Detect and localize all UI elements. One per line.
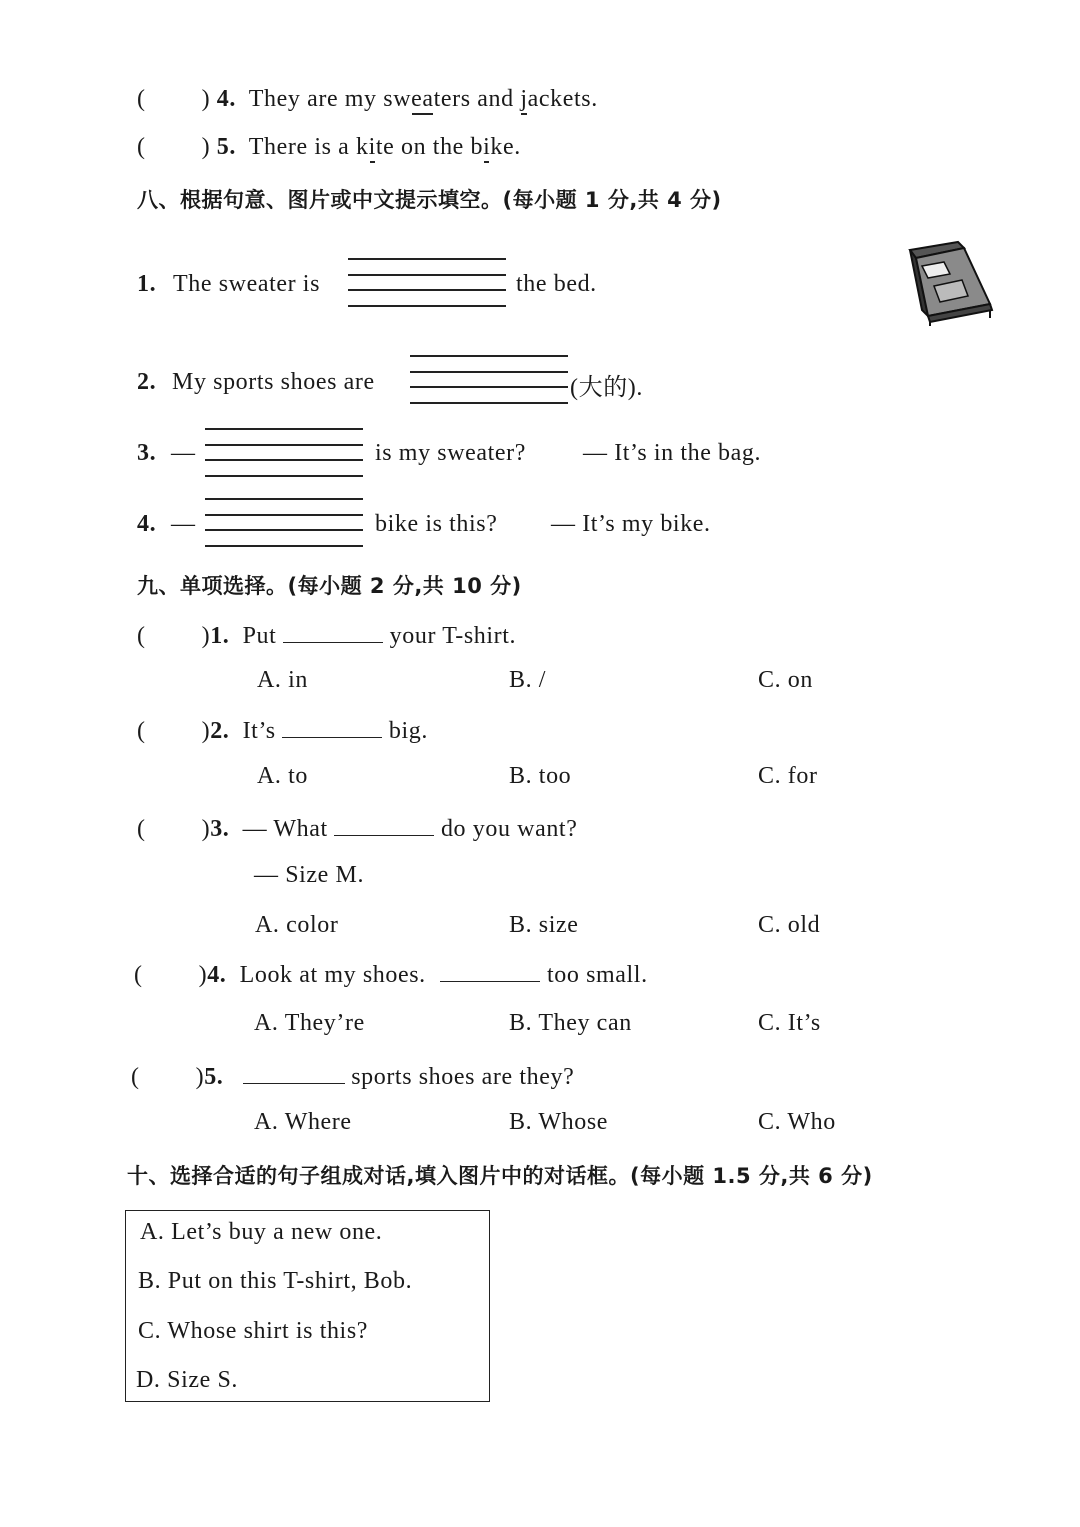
q-text-c: ackets. (527, 86, 598, 112)
q-text-post: your T-shirt. (389, 623, 517, 649)
underlined-letters: j (520, 86, 528, 112)
option-c[interactable]: C. for (758, 763, 818, 789)
underlined-letters: ea (411, 86, 434, 112)
sentence-option-d: D. Size S. (136, 1367, 238, 1393)
s8-q4-text: bike is this? (375, 511, 498, 537)
blank-line[interactable] (334, 813, 434, 836)
paren-close: ) (195, 1064, 205, 1090)
option-b[interactable]: B. too (509, 763, 572, 789)
four-line-writing-area[interactable] (205, 498, 363, 548)
q-text-c: ke. (490, 134, 521, 160)
q-text-pre: — What (242, 816, 328, 842)
blank-line[interactable] (243, 1061, 345, 1084)
sentence-option-c: C. Whose shirt is this? (138, 1318, 369, 1344)
q-text-post: big. (388, 718, 428, 744)
s8-q4-number: 4. (137, 511, 157, 537)
blank-line[interactable] (283, 620, 383, 643)
option-c[interactable]: C. Who (758, 1109, 836, 1135)
option-b[interactable]: B. They can (509, 1010, 632, 1036)
sentence-option-a: A. Let’s buy a new one. (140, 1219, 383, 1245)
option-c[interactable]: C. old (758, 912, 821, 938)
dash: — (171, 511, 196, 537)
paren-close: ) (198, 962, 208, 988)
s8-q4-answer: — It’s my bike. (551, 511, 711, 537)
blank-line[interactable] (440, 959, 540, 982)
s9-q3 (137, 813, 577, 843)
s8-q1-number: 1. (137, 271, 157, 297)
paren-close: ) (201, 718, 211, 744)
q-text-a: They are my sw (248, 86, 412, 112)
paren-open: ( (131, 1064, 140, 1090)
q-text-pre: Look at my shoes. (239, 962, 426, 988)
q-text-post: too small. (547, 962, 648, 988)
option-a[interactable]: A. color (255, 912, 339, 938)
s8-q2-number: 2. (137, 369, 157, 395)
option-b[interactable]: B. size (509, 912, 579, 938)
q-text-b: te on the b (375, 134, 484, 160)
option-b[interactable]: B. / (509, 667, 547, 693)
paren-close: ) (201, 623, 211, 649)
s8-q1-post: the bed. (516, 271, 597, 297)
s7-q4 (137, 86, 598, 113)
s9-q2 (137, 715, 428, 745)
s9-q5 (131, 1061, 574, 1091)
paren-close: ) (201, 134, 211, 160)
dash: — (171, 440, 196, 466)
q-text-pre: It’s (242, 718, 276, 744)
option-c[interactable]: C. on (758, 667, 814, 693)
sentence-option-b: B. Put on this T-shirt, Bob. (138, 1268, 413, 1294)
question-number: 5. (204, 1064, 224, 1090)
s8-q2-text: My sports shoes are (172, 369, 375, 395)
paren-open: ( (137, 623, 146, 649)
paren-open: ( (137, 816, 146, 842)
option-b[interactable]: B. Whose (509, 1109, 609, 1135)
paren-close: ) (201, 816, 211, 842)
s8-q1-text: The sweater is (173, 271, 321, 297)
section9-title: 九、单项选择。(每小题 2 分,共 10 分) (137, 574, 522, 598)
option-c[interactable]: C. It’s (758, 1010, 821, 1036)
sentence-options-box (125, 1210, 490, 1402)
q-text-a: There is a k (248, 134, 369, 160)
blank-line[interactable] (282, 715, 382, 738)
four-line-writing-area[interactable] (348, 258, 506, 308)
s9-q4 (134, 959, 648, 989)
s9-q1 (137, 620, 516, 650)
paren-open: ( (137, 86, 146, 112)
option-a[interactable]: A. in (257, 667, 308, 693)
four-line-writing-area[interactable] (410, 355, 568, 405)
option-a[interactable]: A. Where (254, 1109, 352, 1135)
paren-open: ( (137, 134, 146, 160)
paren-open: ( (137, 718, 146, 744)
s9-q3-reply: — Size M. (254, 862, 365, 888)
question-number: 4. (207, 962, 227, 988)
question-number: 3. (210, 816, 230, 842)
option-a[interactable]: A. to (257, 763, 308, 789)
q-text-post: do you want? (440, 816, 578, 842)
s8-q3-answer: — It’s in the bag. (583, 440, 762, 466)
s7-q5 (137, 134, 521, 161)
section8-title: 八、根据句意、图片或中文提示填空。(每小题 1 分,共 4 分) (137, 188, 722, 212)
underlined-letters: i (483, 134, 491, 160)
question-number: 4. (216, 86, 236, 112)
paren-close: ) (201, 86, 211, 112)
q-text-b: ters and (433, 86, 521, 112)
s8-q3-number: 3. (137, 440, 157, 466)
bed-icon (898, 238, 998, 328)
option-a[interactable]: A. They’re (254, 1010, 365, 1036)
q-text-post: sports shoes are they? (351, 1064, 575, 1090)
question-number: 2. (210, 718, 230, 744)
four-line-writing-area[interactable] (205, 428, 363, 478)
paren-open: ( (134, 962, 143, 988)
question-number: 5. (216, 134, 236, 160)
s8-q3-text: is my sweater? (375, 440, 527, 466)
question-number: 1. (210, 623, 230, 649)
q-text-pre: Put (242, 623, 277, 649)
s8-q2-post: (大的). (570, 375, 643, 401)
underlined-letters: i (368, 134, 376, 160)
section10-title: 十、选择合适的句子组成对话,填入图片中的对话框。(每小题 1.5 分,共 6 分) (127, 1164, 873, 1188)
